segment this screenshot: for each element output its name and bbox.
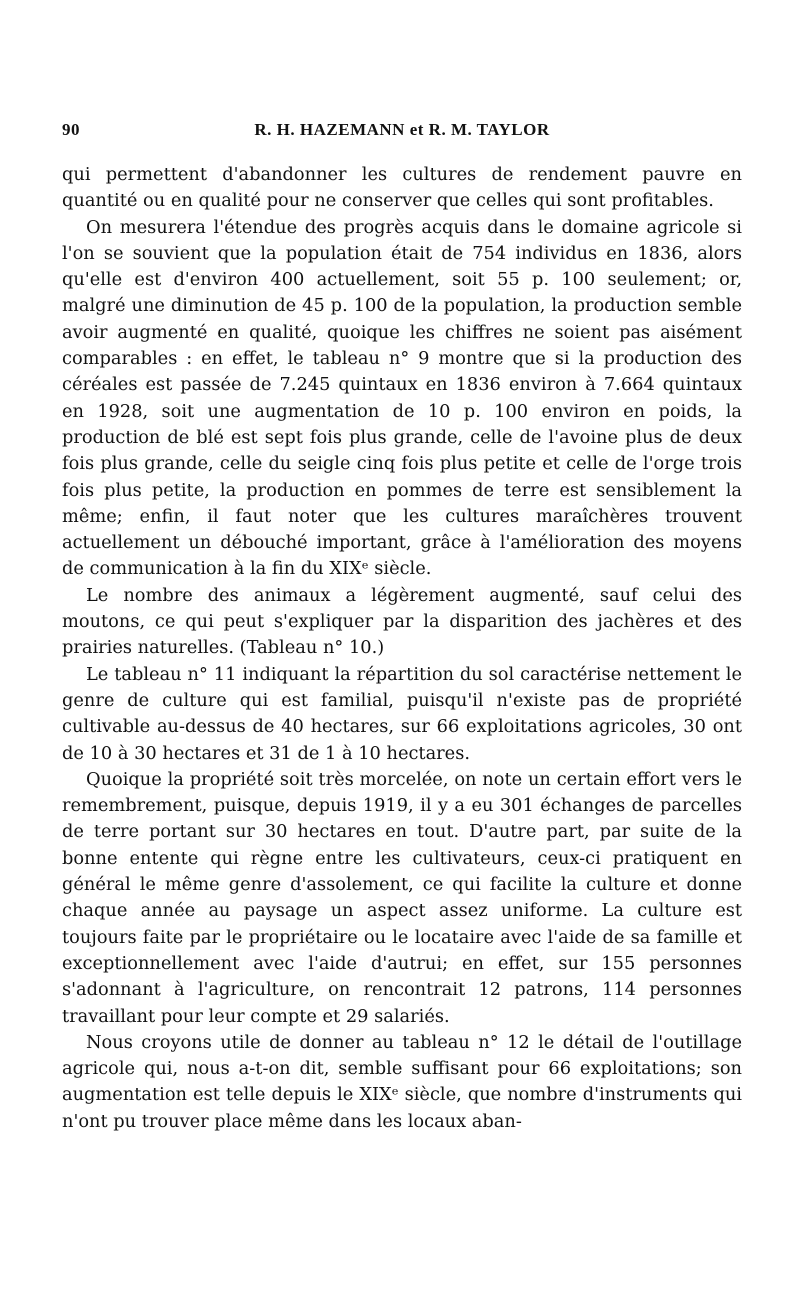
page (62, 120, 742, 1135)
running-head (62, 120, 742, 148)
paragraph-equipment: Nous croyons utile de donner au tableau n° 12 le détail de l'outillage agricole qui, nous a-t-on dit, semble suffisant pour 66 exploitations; son augmentation est telle depuis le XIXᵉ siècle, que nombre d'instruments qui n'ont pu trouver place même dans les locaux aban- (62, 1031, 742, 1132)
paragraph-agricultural-progress: On mesurera l'étendue des progrès acquis dans le domaine agricole si l'on se souvient que la population était de 754 individus en 1836, alors qu'elle est d'environ 400 actuellement, soit 55 p. 100 seulement; or, malgré une diminution de 45 p. 100 de la population, la production semble avoir augmenté en qualité, quoique les chiffres ne soient pas aisément comparables : en effet, le tableau n° 9 montre que si la production des céréales est passée de 7.245 quintaux en 1836 environ à 7.664 quintaux en 1928, soit une augmentation de 10 p. 100 environ en poids, la production de blé est sept fois plus grande, celle de l'avoine plus de deux fois plus grande, celle du seigle cinq fois plus petite et celle de l'orge trois fois plus petite, la production en pommes de terre est sensiblement la même; enfin, il faut noter que les cultures maraîchères trouvent actuellement un débouché important, grâce à l'amélioration des moyens de communication à la fin du XIXᵉ siècle. (62, 216, 742, 580)
paragraph-land-distribution: Le tableau n° 11 indiquant la répartition du sol caractérise nettement le genre de culture qui est familial, puisqu'il n'existe pas de propriété cultivable au-dessus de 40 hectares, sur 66 exploitations agricoles, 30 ont de 10 à 30 hectares et 31 de 1 à 10 hectares. (62, 663, 742, 764)
paragraph-land-consolidation: Quoique la propriété soit très morcelée, on note un certain effort vers le remembrement, puisque, depuis 1919, il y a eu 301 échanges de parcelles de terre portant sur 30 hectares en tout. D'autre part, par suite de la bonne entente qui règne entre les cultivateurs, ceux-ci pratiquent en général le même genre d'assolement, ce qui facilite la culture et donne chaque année au paysage un aspect assez uniforme. La culture est toujours faite par le propriétaire ou le locataire avec l'aide de sa famille et exceptionnellement avec l'aide d'autrui; en effet, sur 155 personnes s'adonnant à l'agriculture, on rencontrait 12 patrons, 114 personnes travaillant pour leur compte et 29 salariés. (62, 768, 742, 1027)
paragraph-animals: Le nombre des animaux a légèrement augmenté, sauf celui des moutons, ce qui peut s'expliquer par la disparition des jachères et des prairies naturelles. (Tableau n° 10.) (62, 584, 742, 659)
paragraph-continued: qui permettent d'abandonner les cultures de rendement pauvre en quantité ou en qualité pour ne conserver que celles qui sont profitables. (62, 164, 742, 212)
page-number: 90 (62, 120, 80, 139)
running-title: R. H. HAZEMANN et R. M. TAYLOR (254, 120, 550, 139)
body-text (62, 162, 742, 1135)
